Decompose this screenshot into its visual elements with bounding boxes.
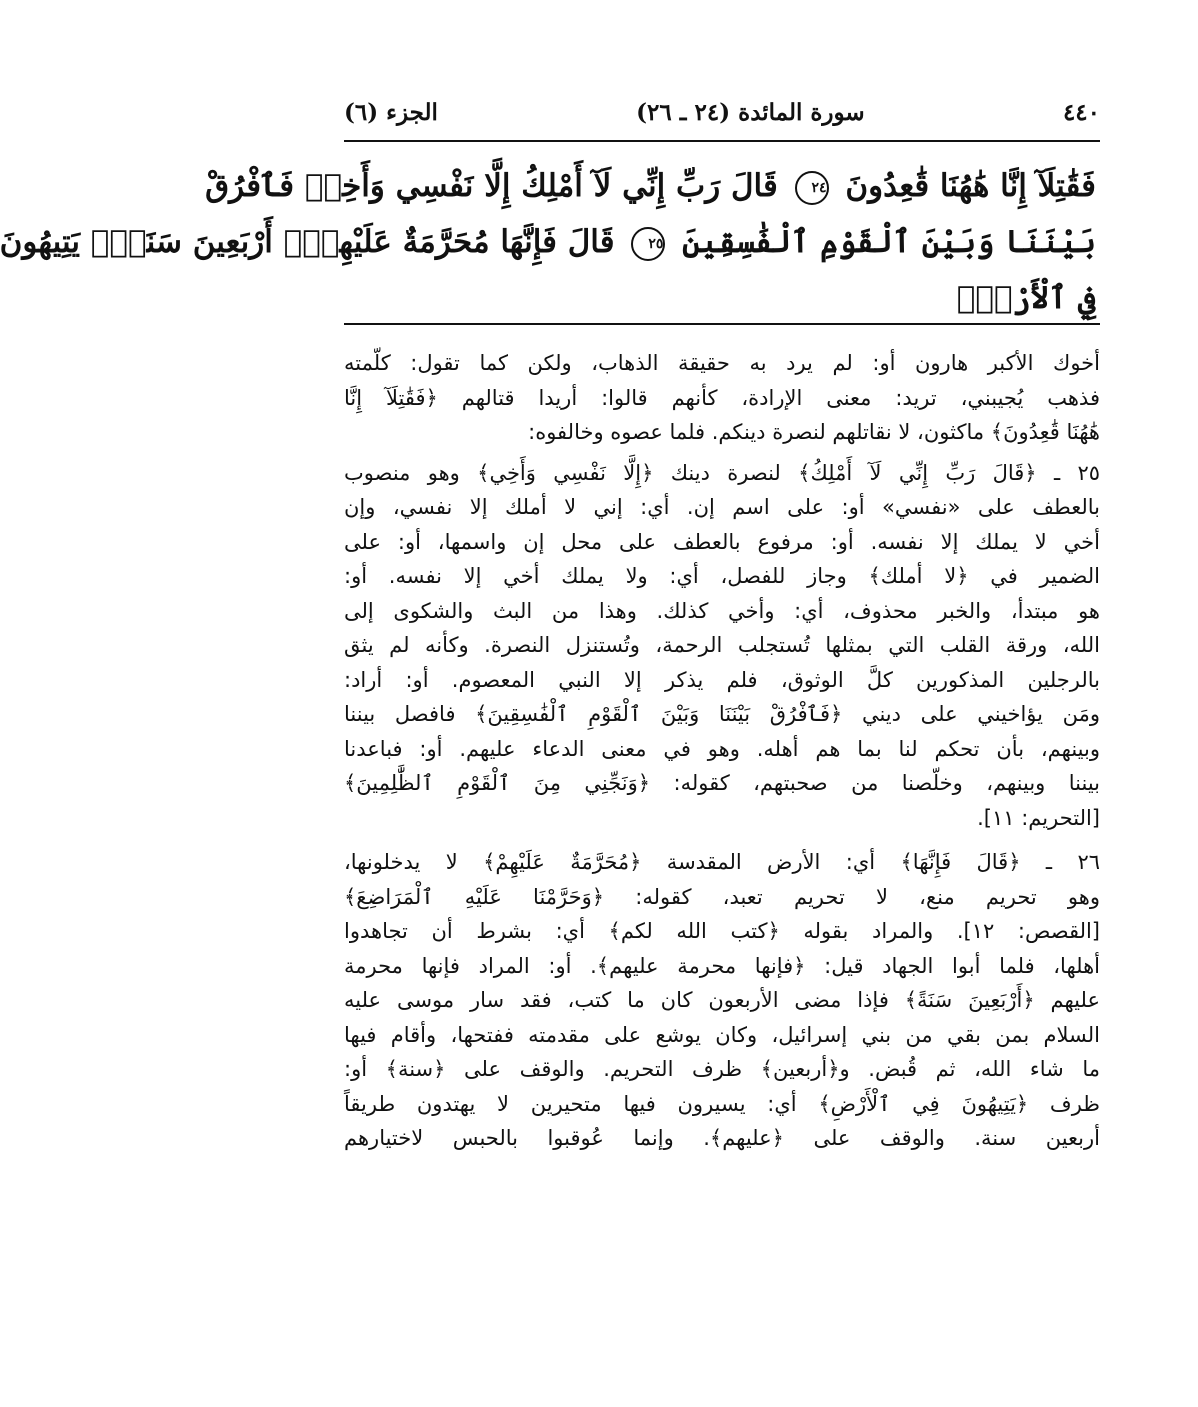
header-divider bbox=[344, 140, 1100, 142]
text-line: وهو تحريم منع، لا تحريم تعبد، كقوله: ﴿وَحَرَّمْنَا عَلَيْهِ ٱلْمَرَاضِعَ﴾ bbox=[344, 884, 1100, 909]
text-line: السلام بمن بقي من بني إسرائيل، وكان يوشع على مقدمته ففتحها، وأقام فيها bbox=[344, 1022, 1100, 1047]
text-line: ٢٦ ـ ﴿قَالَ فَإِنَّهَا﴾ أي: الأرض المقدسة ﴿مُحَرَّمَةٌ عَلَيْهِمْ﴾ لا يدخلونها، bbox=[344, 850, 1100, 874]
text-line: أهلها، فلما أبوا الجهاد قيل: ﴿فإنها محرمة عليهم﴾. أو: المراد فإنها محرمة bbox=[344, 953, 1100, 978]
text-line: هَٰهُنَا قَٰعِدُونَ﴾ ماكثون، لا نقاتلهم لنصرة دينكم. فلما عصوه وخالفوه: bbox=[528, 420, 1100, 444]
text-line: ٢٥ ـ ﴿قَالَ رَبِّ إِنِّي لَآ أَمْلِكُ﴾ لنصرة دينك ﴿إِلَّا نَفْسِي وَأَخِي﴾ وهو منصوب bbox=[344, 460, 1100, 485]
text-line: بالعطف على «نفسي» أو: على اسم إن. أي: إني لا أملك إلا نفسي، وإن bbox=[344, 495, 1100, 519]
page-number: ٤٤٠ bbox=[1062, 98, 1100, 126]
quran-verses bbox=[0, 158, 1096, 326]
verse-line bbox=[205, 158, 1096, 214]
text-line: هو مبتدأ، والخبر محذوف، أي: وأخي كذلك. وهذا من البث والشكوى إلى bbox=[344, 598, 1100, 623]
text-line: [التحريم: ١١]. bbox=[977, 805, 1100, 830]
text-line: [القصص: ١٢]. والمراد بقوله ﴿كتب الله لكم﴾ أي: بشرط أن تجاهدوا bbox=[344, 919, 1100, 943]
text-line: عليهم ﴿أَرْبَعِينَ سَنَةً﴾ فإذا مضى الأربعون كان ما كتب، فقد سار موسى عليه bbox=[344, 988, 1100, 1012]
verse-text-part: فَقَٰتِلَآ إِنَّا هَٰهُنَا قَٰعِدُونَ bbox=[834, 168, 1096, 204]
verse-number-marker-24: ٢٤ bbox=[795, 171, 829, 205]
text-line: ومَن يؤاخيني على ديني ﴿فَٱفْرُقْ بَيْنَنَا وَبَيْنَ ٱلْقَوْمِ ٱلْفَٰسِقِينَ﴾ فافصل بيننا bbox=[344, 702, 1100, 726]
surah-title: سورة المائدة (٢٤ ـ ٢٦) bbox=[636, 98, 865, 126]
verse-text: بَيْنَنَا وَبَيْنَ ٱلْقَوْمِ ٱلْفَٰسِقِينَ bbox=[682, 224, 1096, 260]
verse-line bbox=[0, 214, 1096, 270]
commentary-paragraph-2 bbox=[344, 456, 1100, 836]
page-header bbox=[344, 92, 1100, 132]
text-line: ظرف ﴿يَتِيهُونَ فِي ٱلْأَرْضِ﴾ أي: يسيرون فيها متحيرين لا يهتدون طريقاً bbox=[344, 1091, 1100, 1116]
verse-text bbox=[205, 168, 1096, 204]
text-line: ما شاء الله، ثم قُبض. و﴿أربعين﴾ ظرف التحريم. والوقف على ﴿سنة﴾ أو: bbox=[344, 1057, 1100, 1081]
text-line: الله، ورقة القلب التي بمثلها تُستجلب الرحمة، وتُستنزل النصرة. وكأنه لم يثق bbox=[344, 633, 1100, 657]
text-line: أخي لا يملك إلا نفسه. أو: مرفوع بالعطف على محل إن واسمها، أو: على bbox=[344, 529, 1100, 554]
verse-line bbox=[348, 270, 1096, 326]
text-line: وبينهم، بأن تحكم لنا بما هم أهله. وهو في معنى الدعاء عليهم. أو: فباعدنا bbox=[344, 736, 1100, 761]
juz-label: الجزء (٦) bbox=[344, 98, 438, 126]
text-line: أخوك الأكبر هارون أو: لم يرد به حقيقة الذهاب، ولكن كما تقول: كلّمته bbox=[344, 351, 1100, 375]
verse-text: قَالَ فَإِنَّهَا مُحَرَّمَةٌ عَلَيْهِمْۛ أَرْبَعِينَ سَنَةًۛ يَتِيهُونَ bbox=[0, 224, 615, 260]
text-line: فذهب يُجيبني، تريد: معنى الإرادة، كأنهم قالوا: أريدا قتالهم ﴿فَقَٰتِلَآ إِنَّا bbox=[344, 385, 1100, 410]
verse-text-part: قَالَ رَبِّ إِنِّي لَآ أَمْلِكُ إِلَّا نَفْسِي وَأَخِيۖ فَٱفْرُقْ bbox=[205, 168, 789, 204]
text-line: أربعين سنة. والوقف على ﴿عليهم﴾. وإنما عُوقبوا بالحبس لاختيارهم bbox=[344, 1126, 1100, 1150]
text-line: بيننا وبينهم، وخلّصنا من صحبتهم، كقوله: ﴿وَنَجِّنِي مِنَ ٱلْقَوْمِ ٱلظَّٰلِمِينَ﴾ bbox=[344, 771, 1100, 795]
verse-text: فِي ٱلْأَرْضِۚ bbox=[956, 280, 1096, 316]
commentary-paragraph-1 bbox=[344, 346, 1100, 450]
verses-divider bbox=[344, 323, 1100, 325]
commentary-paragraph-3 bbox=[344, 845, 1100, 1156]
verse-number-marker: ٢٥ bbox=[631, 227, 665, 261]
text-line: الضمير في ﴿لا أملك﴾ وجاز للفصل، أي: ولا يملك أخي إلا نفسه. أو: bbox=[344, 564, 1100, 588]
commentary bbox=[344, 346, 1100, 1162]
text-line: بالرجلين المذكورين كلَّ الوثوق، فلم يذكر إلا النبي المعصوم. أو: أراد: bbox=[344, 667, 1100, 692]
